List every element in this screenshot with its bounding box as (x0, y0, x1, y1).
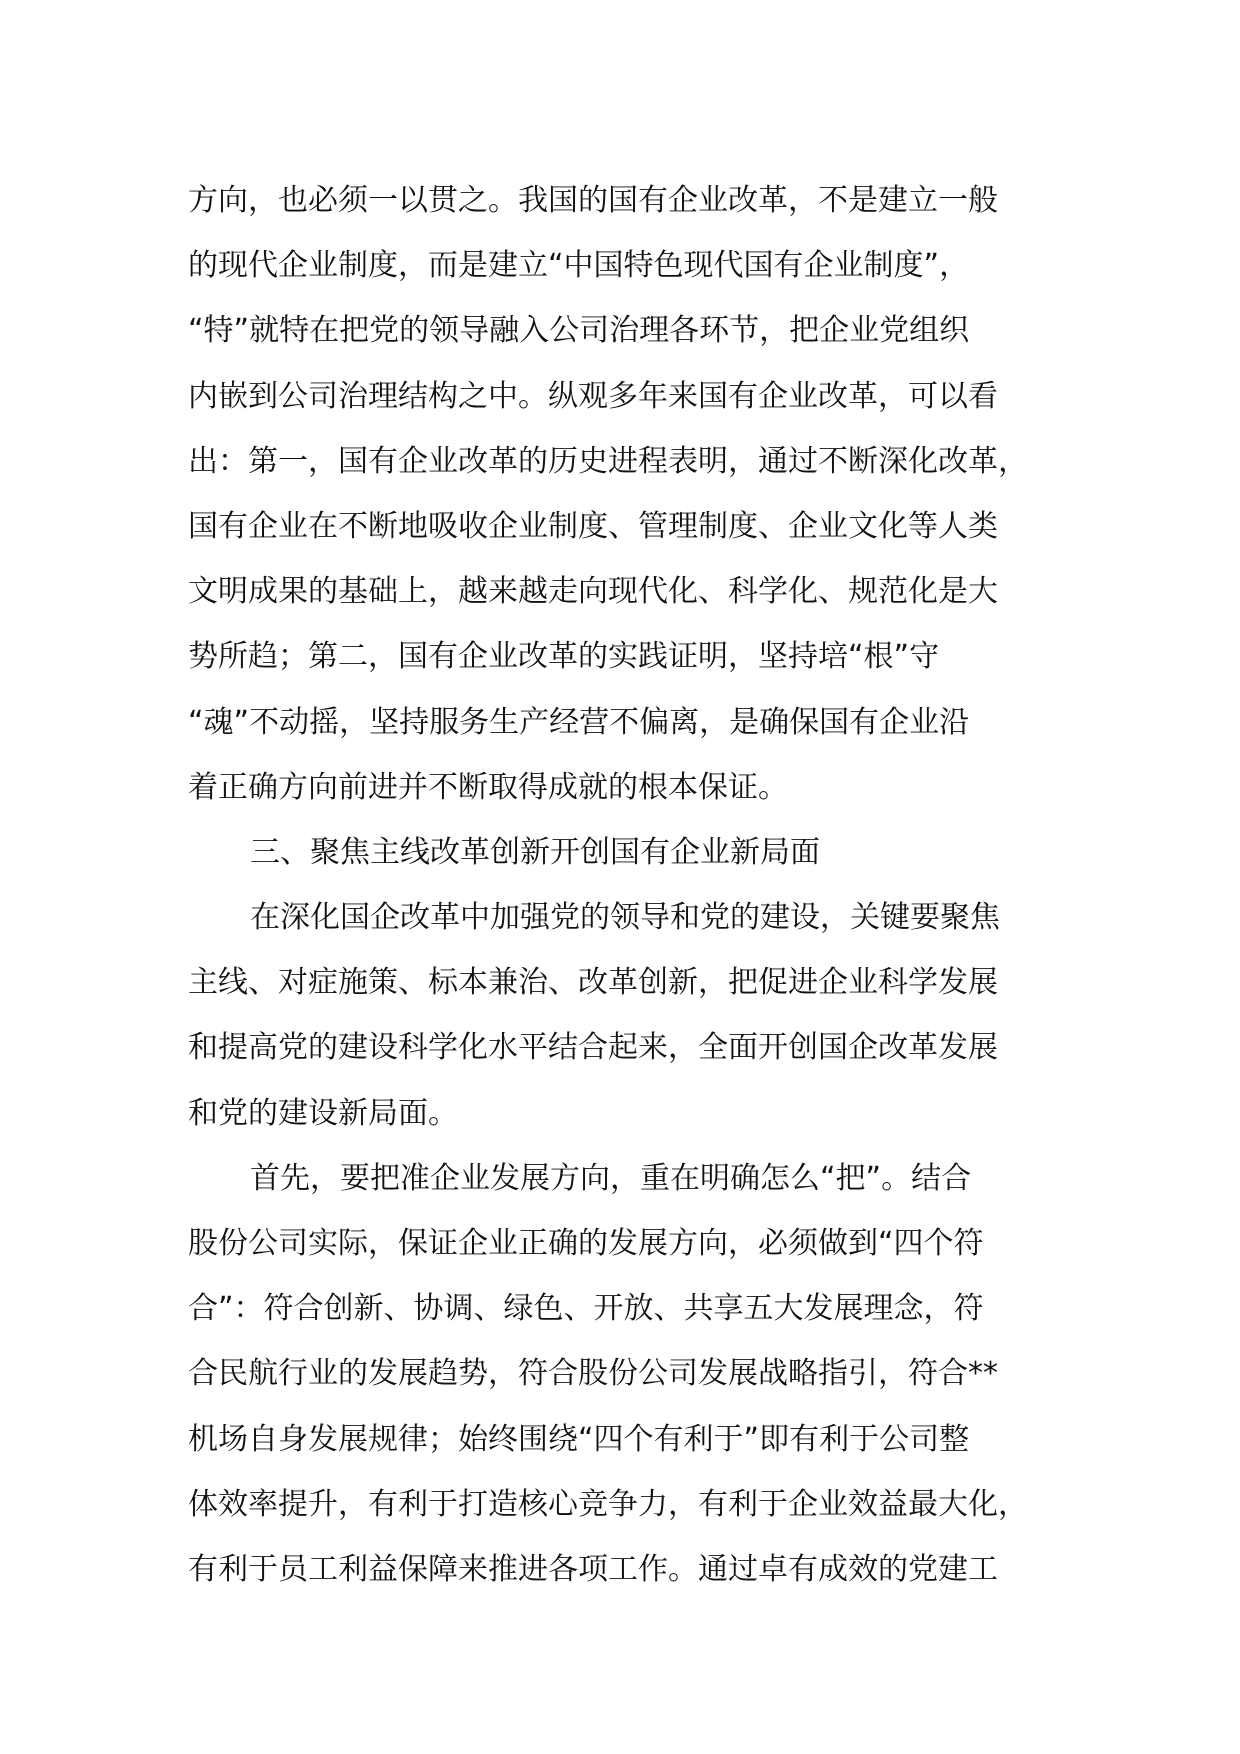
text-line-19: 合民航行业的发展趋势，符合股份公司发展战略指引，符合** (188, 1356, 998, 1392)
text-line-7: 文明成果的基础上，越来越走向现代化、科学化、规范化是大 (188, 574, 998, 610)
text-line-6: 国有企业在不断地吸收企业制度、管理制度、企业文化等人类 (188, 508, 998, 544)
text-line-1: 方向，也必须一以贯之。我国的国有企业改革，不是建立一般 (188, 183, 998, 218)
text-line-16: 首先，要把准企业发展方向，重在明确怎么“把”。结合 (250, 1160, 972, 1196)
text-line-13: 主线、对症施策、标本兼治、改革创新，把促进企业科学发展 (188, 965, 998, 1001)
text-line-22: 有利于员工利益保障来推进各项工作。通过卓有成效的党建工 (188, 1551, 998, 1587)
section-heading: 三、聚焦主线改革创新开创国有企业新局面 (250, 834, 820, 870)
text-line-9: “魂”不动摇，坚持服务生产经营不偏离，是确保国有企业沿 (188, 704, 970, 740)
text-line-20: 机场自身发展规律；始终围绕“四个有利于”即有利于公司整 (188, 1421, 970, 1457)
text-line-10: 着正确方向前进并不断取得成就的根本保证。 (188, 769, 788, 805)
text-line-5: 出：第一，国有企业改革的历史进程表明，通过不断深化改革， (188, 443, 1028, 479)
text-line-15: 和党的建设新局面。 (188, 1095, 458, 1131)
text-line-21: 体效率提升，有利于打造核心竞争力，有利于企业效益最大化， (188, 1486, 1028, 1522)
text-line-17: 股份公司实际，保证企业正确的发展方向，必须做到“四个符 (188, 1226, 984, 1261)
text-line-3: “特”就特在把党的领导融入公司治理各环节，把企业党组织 (188, 313, 970, 349)
text-line-8: 势所趋；第二，国有企业改革的实践证明，坚持培“根”守 (188, 639, 940, 675)
text-line-14: 和提高党的建设科学化水平结合起来，全面开创国企改革发展 (188, 1030, 998, 1066)
text-line-4: 内嵌到公司治理结构之中。纵观多年来国有企业改革，可以看 (188, 378, 998, 414)
text-line-12: 在深化国企改革中加强党的领导和党的建设，关键要聚焦 (250, 900, 1000, 936)
body-text (188, 168, 1088, 1602)
text-line-2: 的现代企业制度，而是建立“中国特色现代国有企业制度”， (188, 248, 970, 284)
text-line-18: 合”：符合创新、协调、绿色、开放、共享五大发展理念，符 (188, 1291, 984, 1327)
